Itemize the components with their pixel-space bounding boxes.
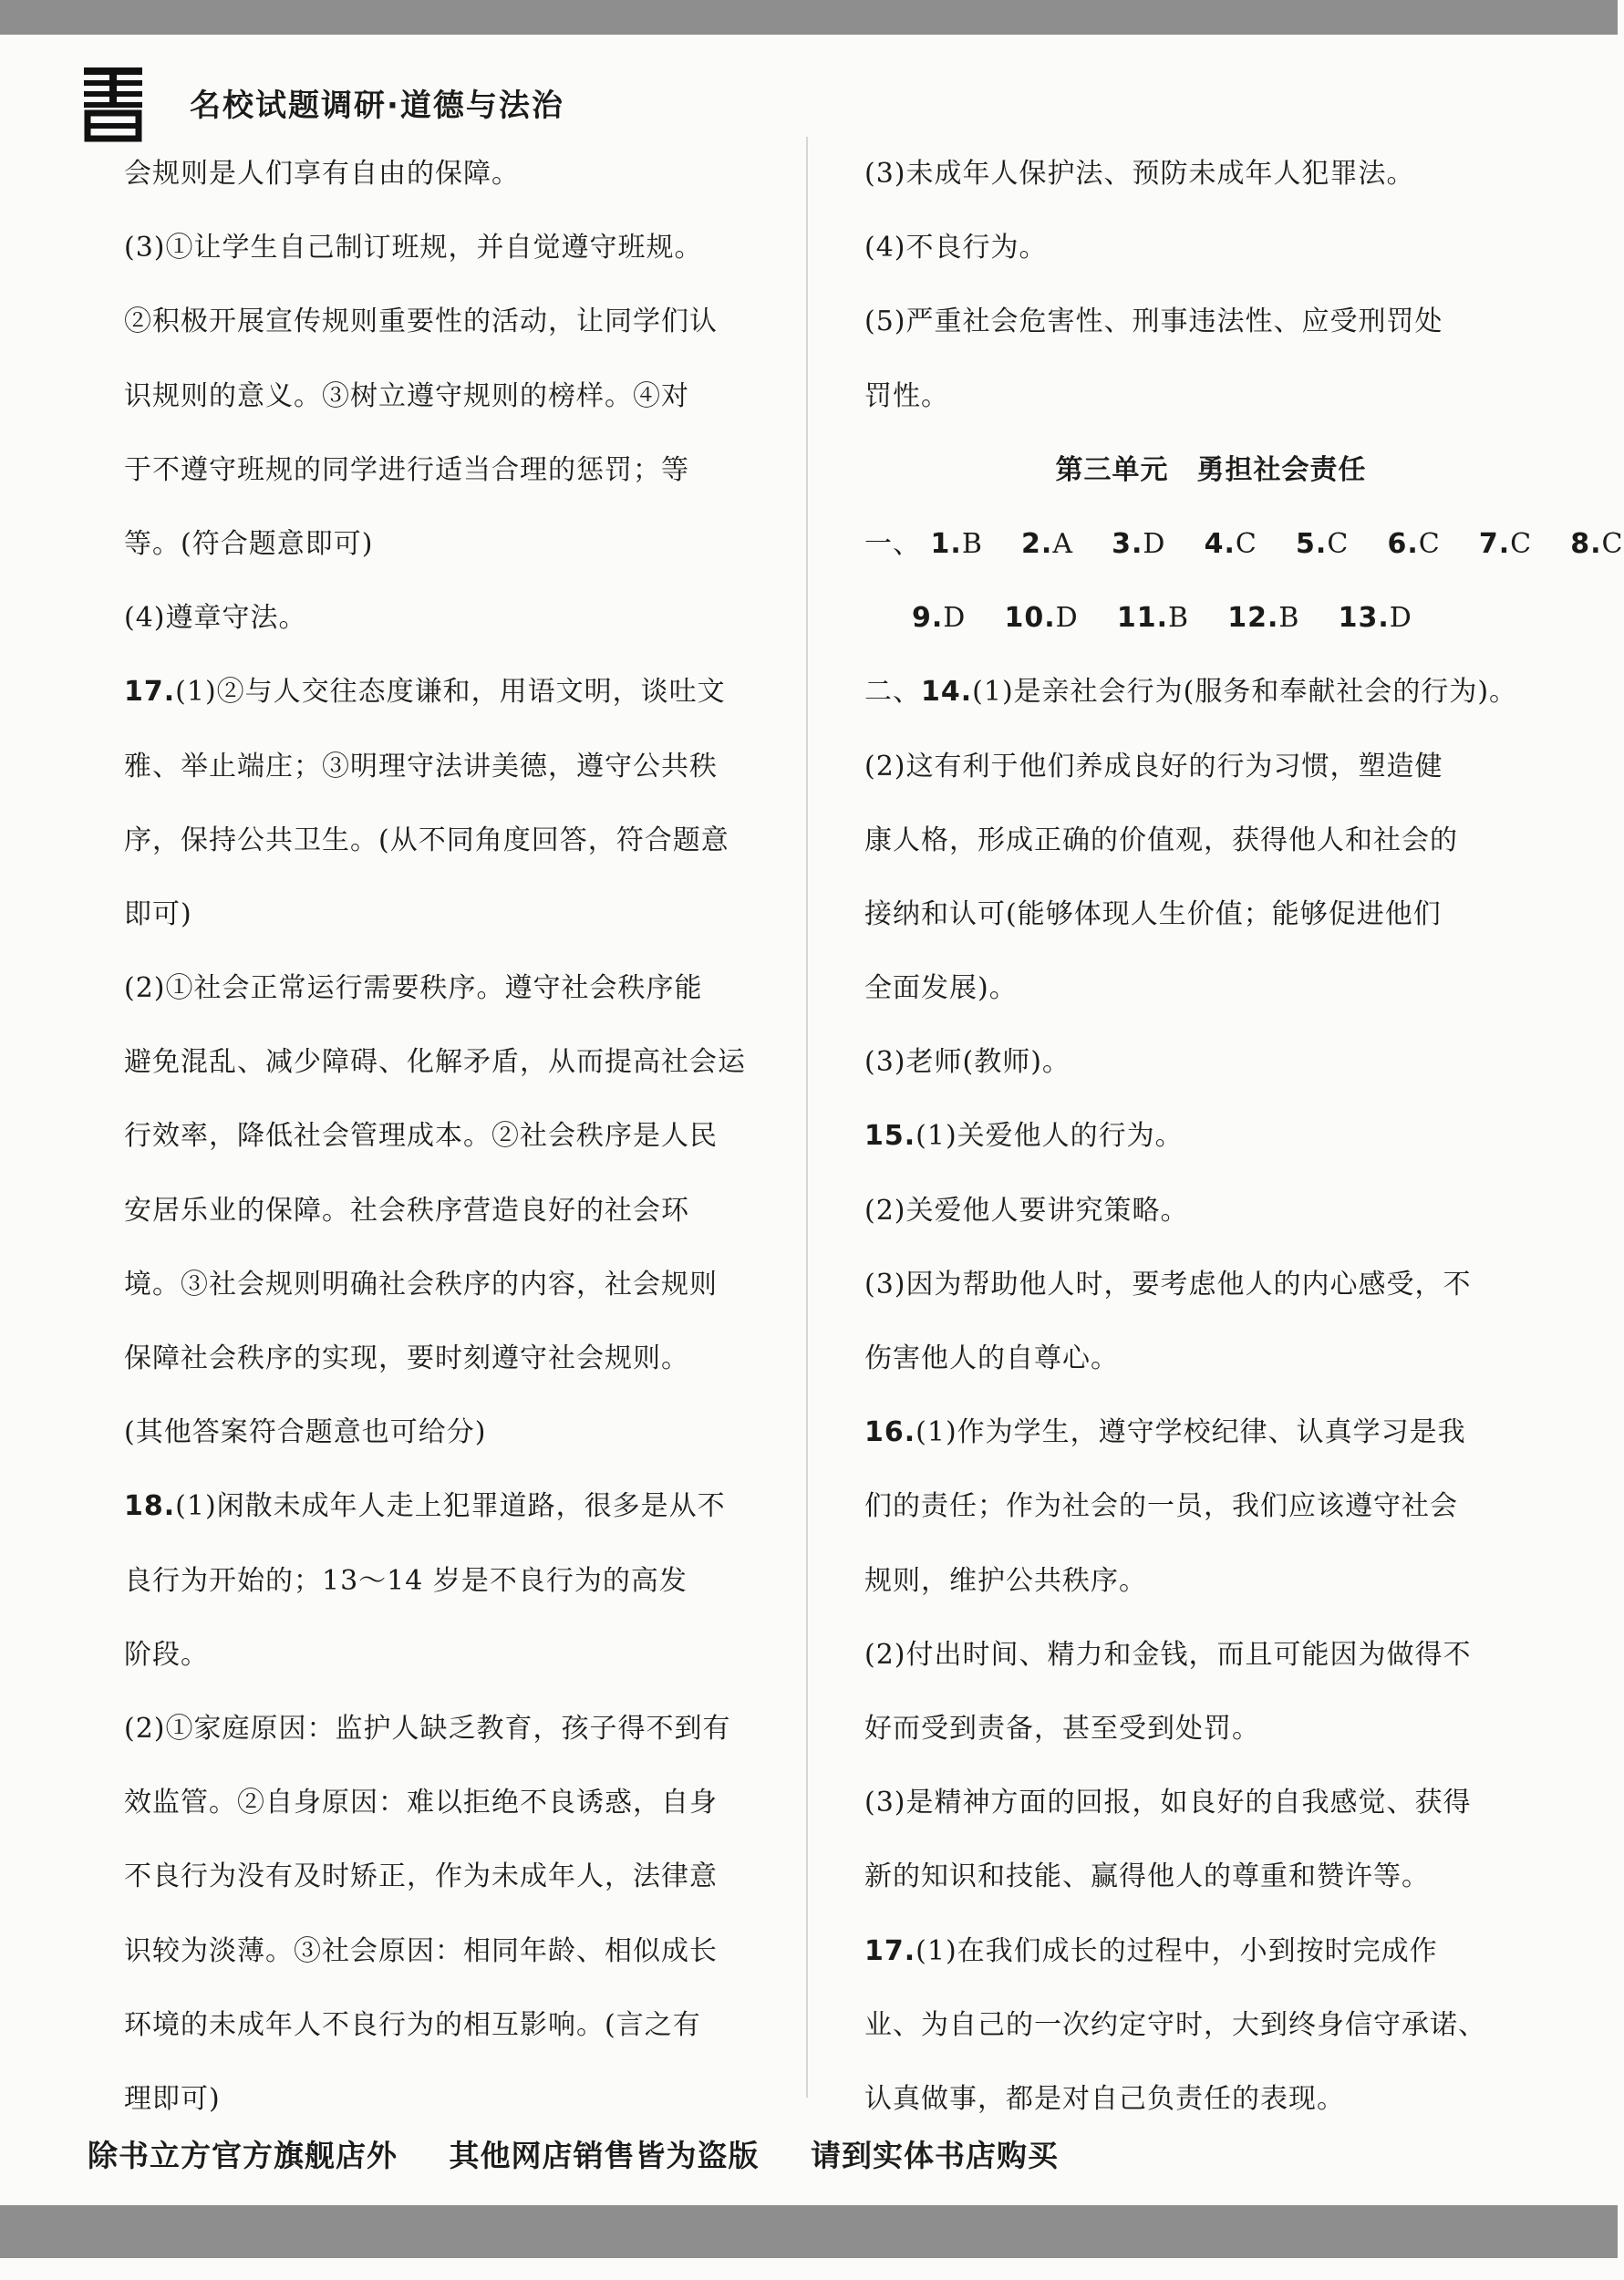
text-line: (3)因为帮助他人时，要考虑他人的内心感受，不: [864, 1268, 1472, 1301]
text-line: 行效率，降低社会管理成本。②社会秩序是人民: [124, 1120, 718, 1153]
text-line: 们的责任；作为社会的一员，我们应该遵守社会: [864, 1490, 1458, 1523]
text-line: 安居乐业的保障。社会秩序营造良好的社会环: [124, 1194, 689, 1227]
text-line: 伤害他人的自尊心。: [864, 1342, 1119, 1374]
question-17-line: 17.(1)②与人交往态度谦和，用语文明，谈吐文: [124, 676, 726, 709]
text-line: 好而受到责备，甚至受到处罚。: [864, 1712, 1260, 1745]
bottom-gray-bar: [0, 2205, 1618, 2258]
question-16-line: 16.(1)作为学生，遵守学校纪律、认真学习是我: [864, 1416, 1466, 1449]
text-line: 认真做事，都是对自己负责任的表现。: [864, 2082, 1345, 2115]
text-line: (其他答案符合题意也可给分): [124, 1416, 487, 1449]
text-line: 序，保持公共卫生。(从不同角度回答，符合题意: [124, 824, 729, 856]
text-line: (4)遵章守法。: [124, 602, 307, 635]
text-line: 不良行为没有及时矫正，作为未成年人，法律意: [124, 1860, 718, 1893]
text-line: (5)严重社会危害性、刑事违法性、应受刑罚处: [864, 306, 1443, 338]
column-divider: [806, 137, 808, 2098]
left-column: [124, 137, 799, 2136]
text-line: 雅、举止端庄；③明理守法讲美德，遵守公共秩: [124, 750, 718, 782]
text-line: 康人格，形成正确的价值观，获得他人和社会的: [864, 824, 1458, 856]
question-number: 14.: [921, 676, 973, 709]
text-line: 新的知识和技能、赢得他人的尊重和赞许等。: [864, 1860, 1430, 1893]
text-line: 规则，维护公共秩序。: [864, 1564, 1147, 1597]
text-line: (2)①家庭原因：监护人缺乏教育，孩子得不到有: [124, 1712, 731, 1745]
text-line: (2)①社会正常运行需要秩序。遵守社会秩序能: [124, 972, 703, 1005]
question-15-line: 15.(1)关爱他人的行为。: [864, 1120, 1184, 1153]
text-line: 良行为开始的；13～14 岁是不良行为的高发: [124, 1564, 688, 1597]
question-14-line: 二、14.(1)是亲社会行为(服务和奉献社会的行为)。: [864, 676, 1518, 709]
question-number: 17.: [124, 676, 176, 709]
notice-part-2: 其他网店销售皆为盗版: [449, 2138, 760, 2173]
text-line: 等。(符合题意即可): [124, 527, 374, 560]
anti-piracy-notice: [88, 2132, 1099, 2175]
notice-part-1: 除书立方官方旗舰店外: [88, 2138, 398, 2173]
text-line: 避免混乱、减少障碍、化解矛盾，从而提高社会运: [124, 1046, 746, 1079]
text-line: 接纳和认可(能够体现人生价值；能够促进他们: [864, 897, 1442, 930]
question-number: 17.: [864, 1934, 916, 1967]
mc-answers-row-1: 一、 1.B 2.A 3.D 4.C 5.C 6.C 7.C 8.C: [864, 527, 1624, 560]
text-line: 保障社会秩序的实现，要时刻遵守社会规则。: [124, 1342, 689, 1374]
question-17-line: 17.(1)在我们成长的过程中，小到按时完成作: [864, 1934, 1438, 1967]
text-line: 效监管。②自身原因：难以拒绝不良诱惑，自身: [124, 1787, 718, 1819]
text-line: (4)不良行为。: [864, 232, 1048, 264]
right-column: [864, 137, 1624, 2136]
text-line: 阶段。: [124, 1638, 209, 1671]
text-line: 即可): [124, 897, 192, 930]
notice-part-3: 请到实体书店购买: [811, 2138, 1059, 2173]
text-line: 全面发展)。: [864, 972, 1018, 1005]
text-line: (2)付出时间、精力和金钱，而且可能因为做得不: [864, 1638, 1472, 1671]
text-line: 理即可): [124, 2082, 221, 2115]
text-line: 业、为自己的一次约定守时，大到终身信守承诺、: [864, 2008, 1486, 2041]
question-number: 15.: [864, 1120, 916, 1153]
text-line: 识较为淡薄。③社会原因：相同年龄、相似成长: [124, 1934, 718, 1967]
mc-answers-row-2: 9.D 10.D 11.B 12.B 13.D: [912, 602, 1412, 635]
question-number: 16.: [864, 1416, 916, 1449]
publisher-logo-icon: [80, 66, 146, 140]
text-line: (3)①让学生自己制订班规，并自觉遵守班规。: [124, 232, 703, 264]
text-line: 会规则是人们享有自由的保障。: [124, 158, 520, 190]
unit-title: 第三单元 勇担社会责任: [1055, 453, 1367, 486]
text-line: 境。③社会规则明确社会秩序的内容，社会规则: [124, 1268, 718, 1301]
text-line: ②积极开展宣传规则重要性的活动，让同学们认: [124, 306, 718, 338]
question-number: 18.: [124, 1490, 176, 1523]
text-line: (2)关爱他人要讲究策略。: [864, 1194, 1189, 1227]
text-line: (3)老师(教师)。: [864, 1046, 1071, 1079]
text-line: 识规则的意义。③树立遵守规则的榜样。④对: [124, 379, 689, 412]
text-line: (3)未成年人保护法、预防未成年人犯罪法。: [864, 158, 1415, 190]
text-line: 环境的未成年人不良行为的相互影响。(言之有: [124, 2008, 701, 2041]
text-line: 于不遵守班规的同学进行适当合理的惩罚；等: [124, 453, 689, 486]
page-header-title: 名校试题调研·道德与法治: [190, 88, 564, 124]
question-18-line: 18.(1)闲散未成年人走上犯罪道路，很多是从不: [124, 1490, 726, 1523]
text-line: 罚性。: [864, 379, 949, 412]
text-line: (2)这有利于他们养成良好的行为习惯，塑造健: [864, 750, 1443, 782]
top-gray-bar: [0, 0, 1618, 35]
text-line: (3)是精神方面的回报，如良好的自我感觉、获得: [864, 1787, 1472, 1819]
